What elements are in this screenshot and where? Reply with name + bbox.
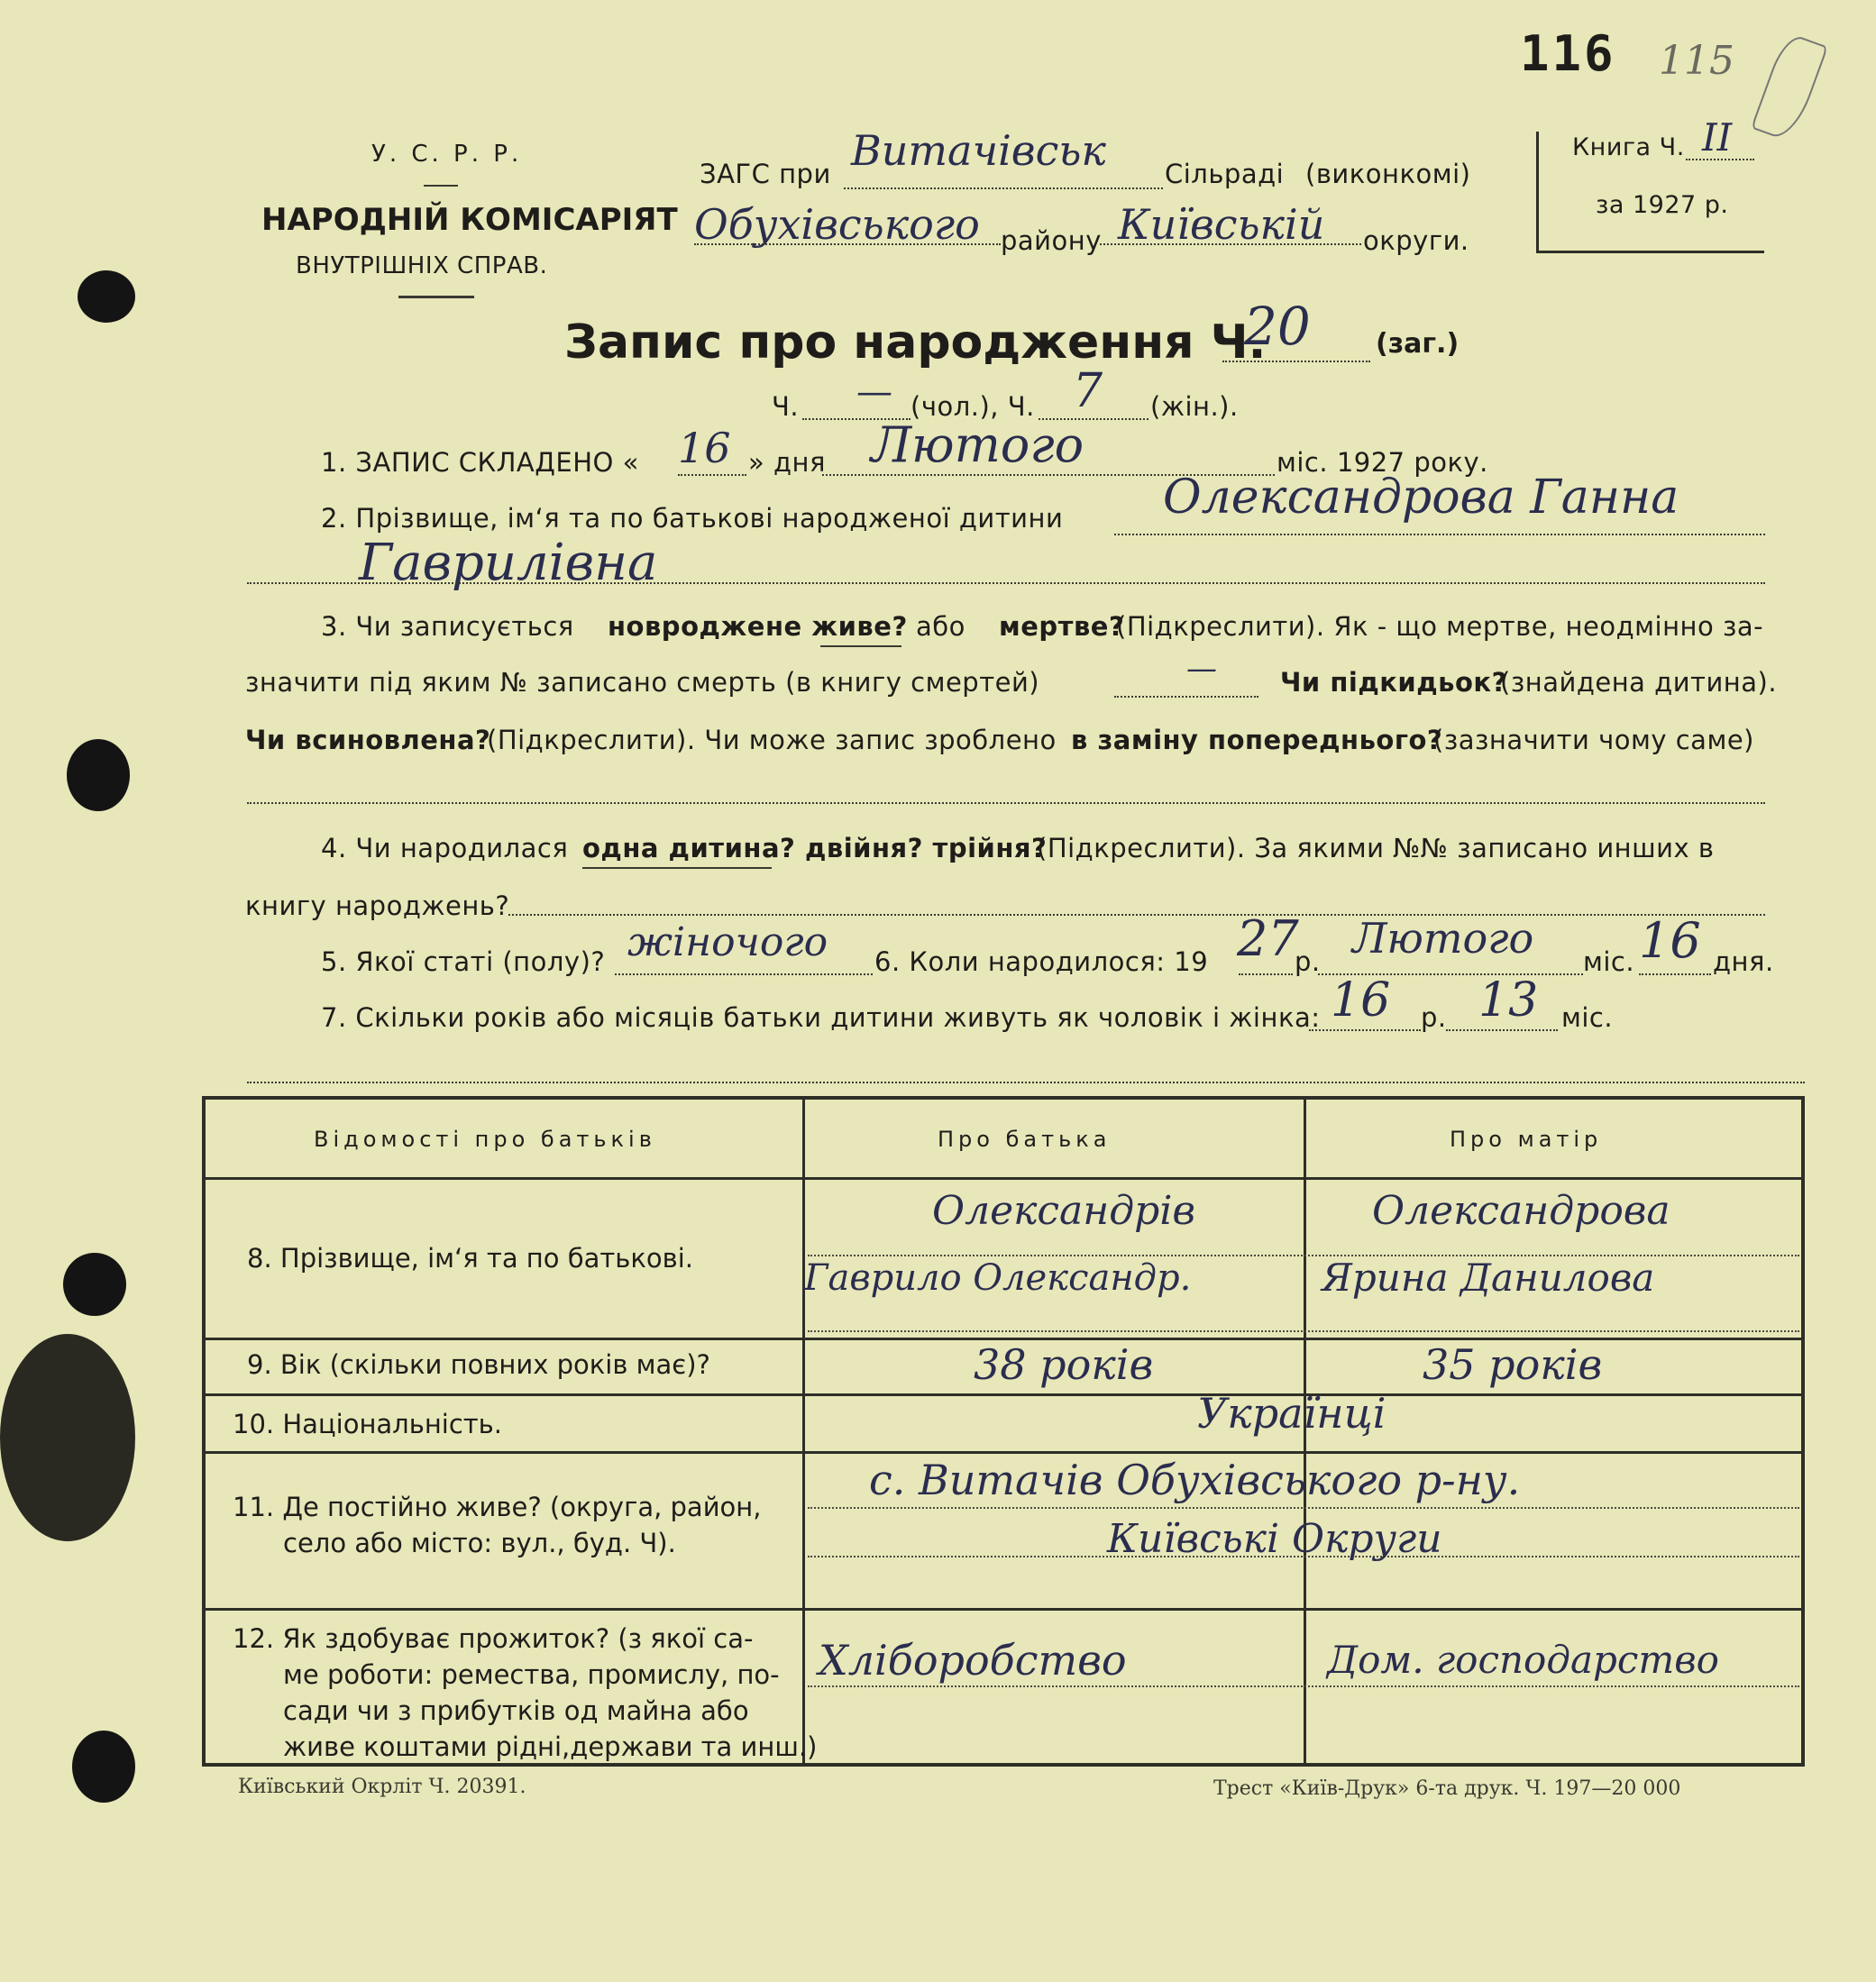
row8-father-1: Олександрів	[932, 1188, 1195, 1234]
item3-death-line	[1114, 696, 1258, 698]
item4-line2: книгу народжень?	[245, 891, 510, 921]
item7-months-line	[1446, 1029, 1558, 1031]
punch-hole	[72, 1731, 135, 1803]
item3-adopted: Чи всиновлена?	[245, 725, 491, 755]
item7-label: 7. Скільки років або місяців батьки дитини живуть як чоловік і жінка:	[321, 1002, 1321, 1033]
village-council-suffix: Сільраді	[1165, 159, 1285, 189]
row-divider	[206, 1608, 1801, 1611]
item7-mis: міс.	[1561, 1002, 1614, 1033]
item4-options: одна дитина? двійня? трійня?	[582, 833, 1048, 863]
row11-label-1: 11. Де постійно живе? (округа, район,	[233, 1492, 762, 1522]
book-year: за 1927 р.	[1596, 191, 1729, 219]
item3-e: (Підкреслити). Як - що мертве, неодмінно за-	[1116, 611, 1764, 642]
item6-day: 16	[1639, 912, 1701, 969]
punch-hole	[63, 1253, 126, 1316]
okruga-suffix: округи.	[1363, 225, 1469, 256]
item1-label: 1. ЗАПИС СКЛАДЕНО «	[321, 447, 639, 478]
row12-label-4: живе коштами рідні,держави та инш.)	[283, 1731, 818, 1762]
item3-line2: значити під яким № записано смерть (в книгу смертей)	[245, 667, 1040, 698]
row9-father: 38 років	[974, 1340, 1154, 1389]
punch-hole	[67, 739, 130, 811]
item2-label: 2. Прізвище, ім‘я та по батькові народженої дитини	[321, 503, 1064, 534]
item3-c: або	[916, 611, 965, 642]
item7-line2	[247, 1082, 1805, 1083]
footer-right: Трест «Київ-Друк» 6-та друк. Ч. 197—20 000	[1213, 1777, 1681, 1800]
item6-r: р.	[1295, 946, 1321, 977]
punch-hole	[78, 270, 135, 323]
archive-pencil-number: 115	[1659, 38, 1734, 84]
pencil-scribble	[1751, 32, 1828, 143]
item3-replacement: в заміну попереднього?	[1071, 725, 1443, 755]
archive-stamp-number: 116	[1520, 25, 1616, 82]
item3-foundling: Чи підкидьок?	[1280, 667, 1507, 698]
row12-label-1: 12. Як здобуває прожиток? (з якої са-	[233, 1623, 754, 1654]
header-father: Про батька	[938, 1127, 1112, 1152]
row9-label: 9. Вік (скільки повних років має)?	[247, 1349, 710, 1380]
header-commissariat: НАРОДНІЙ КОМІСАРІЯТ	[261, 202, 678, 238]
item4-c: (Підкреслити). За якими №№ записано инших в	[1037, 833, 1715, 863]
item2-name-2: Гаврилівна	[359, 534, 658, 592]
item1-mid: » дня	[748, 447, 826, 478]
row11-address-1: с. Витачів Обухівського р-ну.	[869, 1456, 1521, 1504]
col-divider	[802, 1100, 805, 1763]
item4-a: 4. Чи народилася	[321, 833, 569, 863]
male-label: Ч.	[772, 391, 800, 422]
village-council-line	[844, 187, 1163, 189]
executive-label: (виконкомі)	[1305, 159, 1471, 189]
footer-left: Київський Окрліт Ч. 20391.	[238, 1776, 526, 1798]
header-parents-info: Відомості про батьків	[314, 1127, 656, 1152]
item1-suffix: міс. 1927 року.	[1277, 447, 1488, 478]
header-republic: У. С. Р. Р.	[371, 141, 523, 168]
item3-line2-end: (знайдена дитина).	[1500, 667, 1778, 698]
row11-label-2: село або місто: вул., буд. Ч).	[283, 1528, 676, 1558]
row8-mother-1: Олександрова	[1372, 1188, 1670, 1234]
record-title-suffix: (заг.)	[1376, 328, 1460, 360]
row9-mother: 35 років	[1423, 1340, 1603, 1389]
book-number-line	[1686, 159, 1754, 160]
row12-father: Хліборобство	[819, 1636, 1127, 1685]
item3-alive-option: новроджене живе?	[608, 611, 908, 642]
divider	[424, 185, 458, 187]
item7-years-line	[1309, 1029, 1421, 1031]
item2-line-2	[247, 582, 1765, 584]
item1-day-line	[678, 474, 746, 476]
item6-mis: міс.	[1583, 946, 1635, 977]
female-suffix: (жін.).	[1150, 391, 1239, 422]
okruga-value: Київській	[1118, 200, 1325, 249]
row12-label-3: сади чи з прибутків од майна або	[283, 1695, 749, 1726]
male-value: —	[856, 371, 892, 413]
district-suffix: району	[1001, 225, 1102, 256]
one-child-underline	[582, 867, 772, 869]
item2-line-1	[1114, 534, 1765, 535]
row12-label-2: ме роботи: ремества, промислу, по-	[283, 1659, 780, 1690]
row12-mother: Дом. господарство	[1327, 1638, 1719, 1682]
writing-line	[808, 1330, 1799, 1332]
record-title: Запис про народження Ч.	[564, 315, 1267, 370]
book-number: II	[1702, 115, 1733, 160]
row-divider	[206, 1177, 1801, 1180]
item5-label: 5. Якої статі (полу)?	[321, 946, 606, 977]
ink-stain	[0, 1334, 135, 1541]
parents-table	[202, 1096, 1805, 1767]
item5-sex: жіночого	[627, 919, 828, 965]
row11-address-2: Київські Округи	[1107, 1516, 1442, 1562]
item2-name-1: Олександрова Ганна	[1163, 470, 1679, 525]
book-label: Книга Ч.	[1572, 133, 1685, 161]
alive-underline	[820, 645, 901, 647]
row10-nationality: Українці	[1197, 1389, 1386, 1438]
item6-year: 27	[1237, 910, 1299, 967]
female-value: 7	[1073, 364, 1103, 418]
row8-father-2: Гаврило Олександр.	[804, 1257, 1192, 1299]
row-divider	[206, 1393, 1801, 1396]
male-suffix: (чол.), Ч.	[911, 391, 1035, 422]
item6-year-line	[1239, 973, 1293, 975]
item6-month: Лютого	[1352, 914, 1534, 963]
item3-line3-mid: (Підкреслити). Чи може запис зроблено	[487, 725, 1057, 755]
item3-death-value: —	[1186, 651, 1217, 687]
row8-mother-2: Ярина Данилова	[1322, 1256, 1655, 1300]
item3-a: 3. Чи записується	[321, 611, 574, 642]
item1-day: 16	[678, 424, 731, 472]
item6-label: 6. Коли народилося: 19	[874, 946, 1209, 977]
item3-dead-option: мертве?	[999, 611, 1125, 642]
item1-month: Лютого	[871, 416, 1084, 473]
header-department: ВНУТРІШНІХ СПРАВ.	[296, 252, 548, 279]
village-council-value: Витачівськ	[851, 126, 1106, 175]
row8-label: 8. Прізвище, ім‘я та по батькові.	[247, 1243, 693, 1274]
item3-line4	[247, 802, 1765, 804]
record-number: 20	[1244, 296, 1311, 357]
item7-months: 13	[1478, 973, 1539, 1028]
item5-line	[615, 973, 873, 975]
zags-prefix: ЗАГС при	[700, 159, 831, 189]
divider	[398, 296, 474, 298]
item3-line3-end: (зазначити чому саме)	[1433, 725, 1754, 755]
item7-years: 16	[1331, 973, 1391, 1028]
district-value: Обухівського	[694, 200, 980, 249]
okruga-line	[1100, 243, 1361, 245]
record-number-line	[1222, 361, 1370, 362]
header-mother: Про матір	[1450, 1127, 1603, 1152]
district-line	[694, 243, 1001, 245]
item6-day-line	[1639, 973, 1711, 975]
item7-r: р.	[1421, 1002, 1447, 1033]
item4-line	[508, 914, 1765, 916]
item6-dnya: дня.	[1713, 946, 1774, 977]
row10-label: 10. Національність.	[233, 1409, 502, 1439]
